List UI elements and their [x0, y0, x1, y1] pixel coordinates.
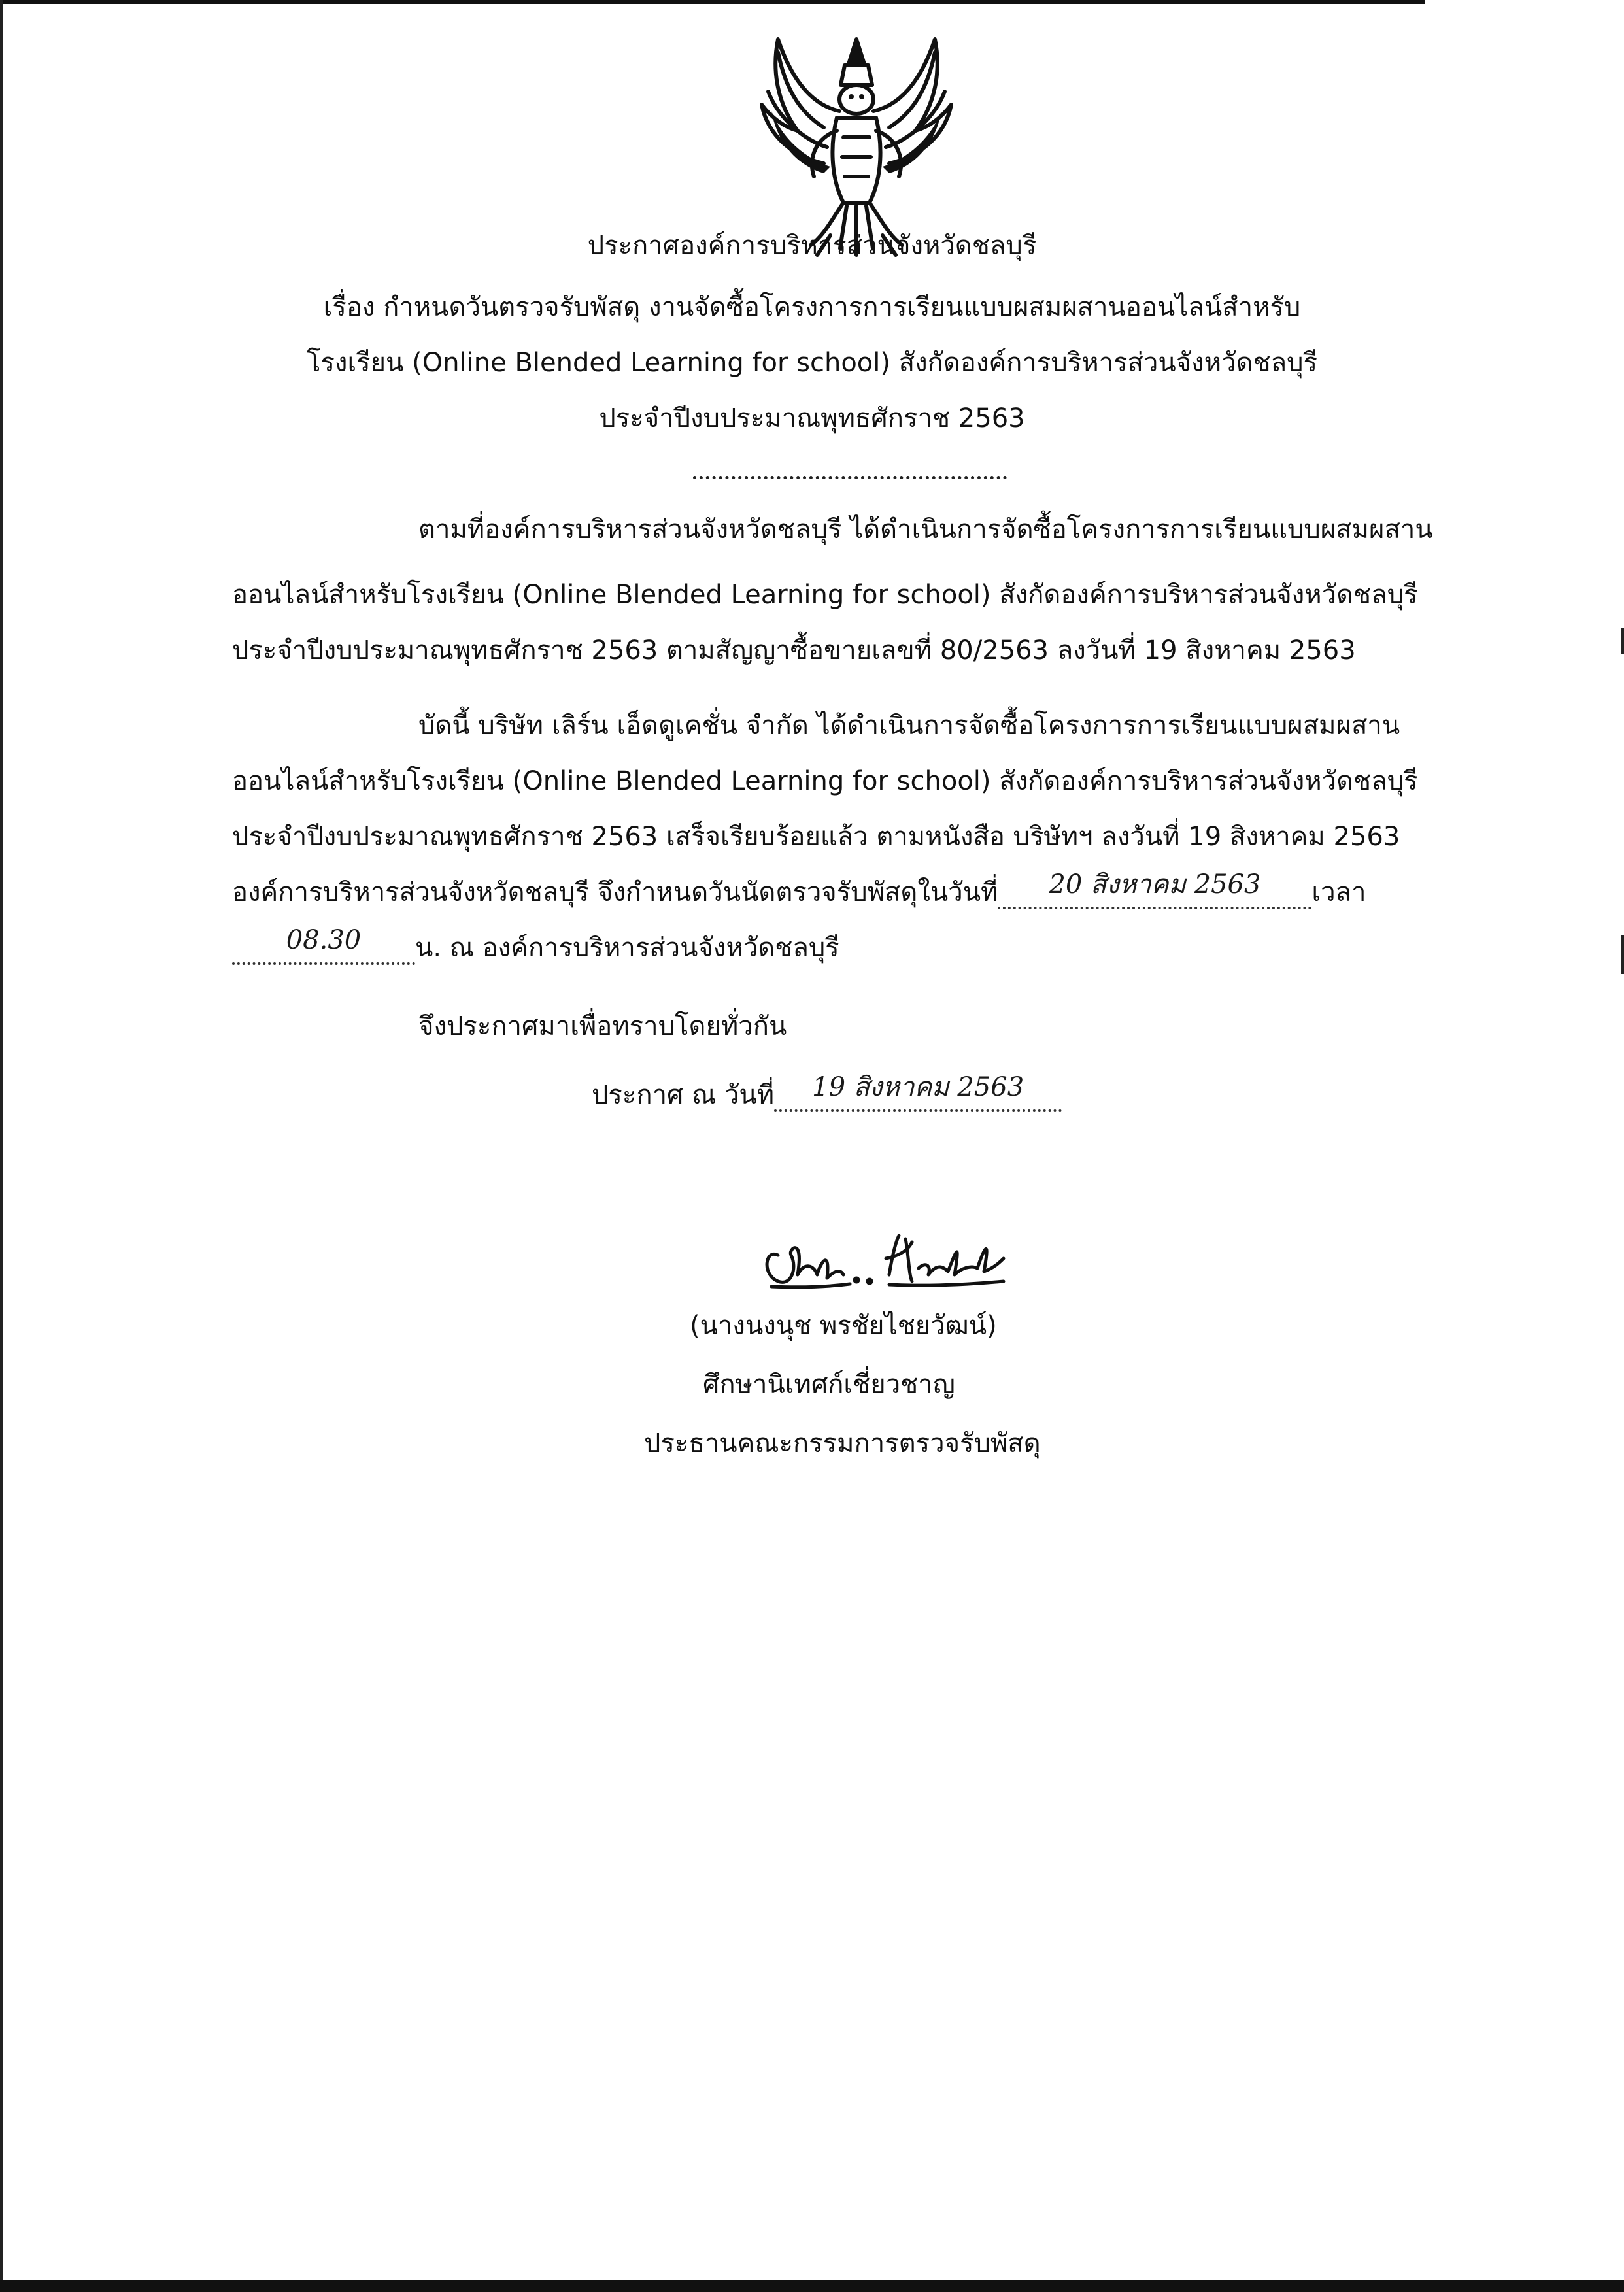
garuda-emblem-icon [732, 13, 981, 261]
paragraph-line [232, 925, 839, 968]
announcement-date-line [592, 1072, 1062, 1115]
paragraph-line: ประจำปีงบประมาณพุทธศักราช 2563 ตามสัญญาซื้อขายเลขที่ 80/2563 ลงวันที่ 19 สิงหาคม 2563 [232, 635, 1356, 666]
announcement-date-handwritten: 19 สิงหาคม 2563 [812, 1072, 1024, 1102]
scan-right-mark [1621, 935, 1624, 974]
paragraph-line: ประจำปีงบประมาณพุทธศักราช 2563 เสร็จเรียบร้อยแล้ว ตามหนังสือ บริษัทฯ ลงวันที่ 19 สิงหาคม 2563 [232, 822, 1400, 852]
time-label: เวลา [1311, 877, 1366, 907]
paragraph-line [232, 869, 1366, 912]
announcement-title: ประกาศองค์การบริหารส่วนจังหวัดชลบุรี [587, 231, 1037, 261]
inspection-date-handwritten: 20 สิงหาคม 2563 [1049, 869, 1261, 900]
scan-top-edge [0, 0, 1425, 4]
inspection-time-field [232, 925, 415, 965]
signatory-role: ประธานคณะกรรมการตรวจรับพัสดุ [644, 1428, 1041, 1458]
inspection-date-field [998, 869, 1311, 909]
venue-text: น. ณ องค์การบริหารส่วนจังหวัดชลบุรี [415, 933, 839, 963]
paragraph-line: ออนไลน์สำหรับโรงเรียน (Online Blended Learning for school) สังกัดองค์การบริหารส่วนจังหวัดชลบุรี [232, 766, 1418, 796]
subject-line: โรงเรียน (Online Blended Learning for school) สังกัดองค์การบริหารส่วนจังหวัดชลบุรี [306, 348, 1318, 378]
closing-text: จึงประกาศมาเพื่อทราบโดยทั่วกัน [418, 1011, 787, 1041]
signatory-position: ศึกษานิเทศก์เชี่ยวชาญ [703, 1370, 955, 1400]
scan-right-mark [1621, 628, 1624, 654]
inspection-date-label: องค์การบริหารส่วนจังหวัดชลบุรี จึงกำหนดวันนัดตรวจรับพัสดุในวันที่ [232, 877, 998, 907]
paragraph-line: ตามที่องค์การบริหารส่วนจังหวัดชลบุรี ได้ดำเนินการจัดซื้อโครงการการเรียนแบบผสมผสาน [418, 514, 1433, 545]
subject-line: เรื่อง กำหนดวันตรวจรับพัสดุ งานจัดซื้อโครงการการเรียนแบบผสมผสานออนไลน์สำหรับ [323, 292, 1301, 322]
scan-bottom-edge [0, 2280, 1624, 2292]
subject-line: ประจำปีงบประมาณพุทธศักราช 2563 [599, 403, 1025, 433]
announcement-date-field [774, 1072, 1062, 1112]
announcement-date-label: ประกาศ ณ วันที่ [592, 1080, 775, 1110]
handwritten-signature [752, 1209, 1013, 1307]
signatory-name: (นางนงนุช พรชัยไชยวัฒน์) [690, 1311, 997, 1341]
paragraph-line: ออนไลน์สำหรับโรงเรียน (Online Blended Learning for school) สังกัดองค์การบริหารส่วนจังหวัดชลบุรี [232, 580, 1418, 610]
dotted-divider [693, 476, 1007, 479]
inspection-time-handwritten: 08.30 [286, 925, 362, 955]
paragraph-line: บัดนี้ บริษัท เลิร์น เอ็ดดูเคชั่น จำกัด ได้ดำเนินการจัดซื้อโครงการการเรียนแบบผสมผสาน [418, 711, 1400, 741]
